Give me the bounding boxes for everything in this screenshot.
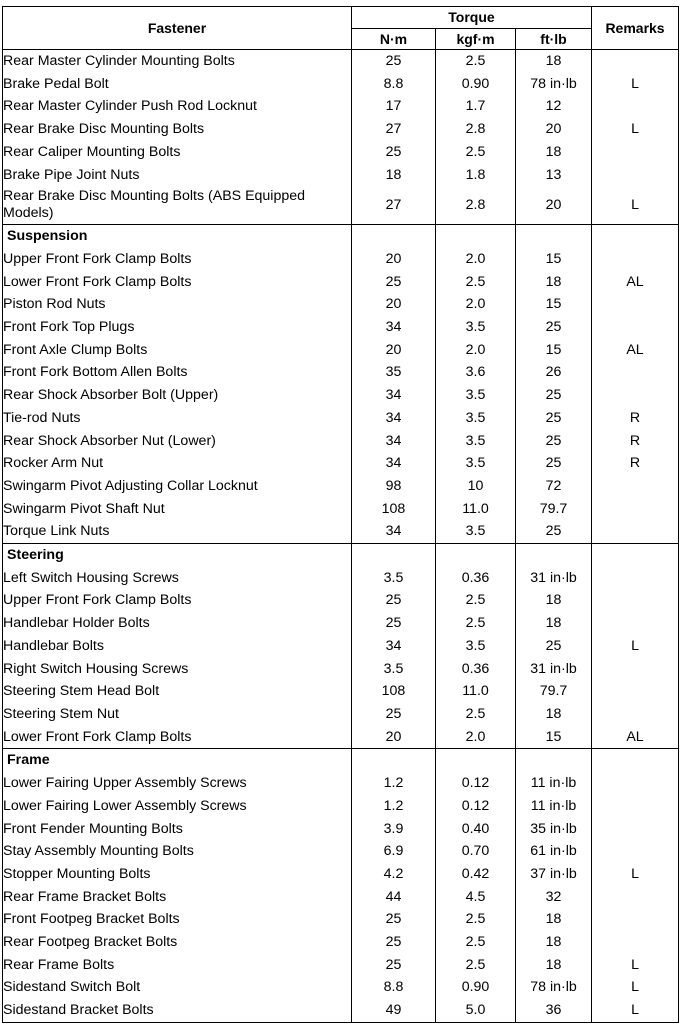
fastener-cell: Lower Fairing Upper Assembly Screws: [3, 772, 352, 795]
remarks-cell: [592, 384, 679, 407]
table-row: [3, 795, 679, 818]
nm-cell: 3.9: [352, 818, 436, 841]
section-title: Suspension: [3, 225, 352, 248]
nm-cell: 25: [352, 954, 436, 977]
nm-cell: 34: [352, 452, 436, 475]
nm-cell: 25: [352, 703, 436, 726]
section-title: Frame: [3, 749, 352, 772]
ftlb-cell: 18: [516, 141, 592, 164]
remarks-cell: R: [592, 430, 679, 453]
ftlb-cell: 11 in·lb: [516, 795, 592, 818]
table-row: [3, 635, 679, 658]
table-row: [3, 430, 679, 453]
nm-cell: 1.2: [352, 795, 436, 818]
fastener-cell: Sidestand Switch Bolt: [3, 976, 352, 999]
remarks-cell: [592, 703, 679, 726]
ftlb-cell: 18: [516, 703, 592, 726]
kgfm-cell: 2.0: [436, 726, 516, 749]
ftlb-cell: 79.7: [516, 498, 592, 521]
table-row: [3, 863, 679, 886]
nm-cell: 8.8: [352, 976, 436, 999]
kgfm-cell: 3.5: [436, 430, 516, 453]
kgfm-cell: 0.36: [436, 658, 516, 681]
fastener-cell: Upper Front Fork Clamp Bolts: [3, 589, 352, 612]
fastener-cell: Stay Assembly Mounting Bolts: [3, 840, 352, 863]
ftlb-cell: 20: [516, 118, 592, 141]
ftlb-cell: 15: [516, 339, 592, 362]
ftlb-cell: 25: [516, 520, 592, 543]
fastener-cell: Piston Rod Nuts: [3, 293, 352, 316]
remarks-cell: [592, 589, 679, 612]
kgfm-cell: 0.70: [436, 840, 516, 863]
ftlb-cell: 25: [516, 384, 592, 407]
section-blank-cell: [592, 544, 679, 567]
kgfm-cell: 3.5: [436, 635, 516, 658]
section-blank-cell: [436, 544, 516, 567]
fastener-cell: Front Fork Top Plugs: [3, 316, 352, 339]
ftlb-cell: 61 in·lb: [516, 840, 592, 863]
ftlb-cell: 79.7: [516, 680, 592, 703]
table-row: [3, 976, 679, 999]
table-row: [3, 50, 679, 73]
nm-cell: 27: [352, 186, 436, 225]
remarks-cell: [592, 840, 679, 863]
nm-cell: 44: [352, 886, 436, 909]
table-body: [3, 50, 679, 1023]
kgfm-cell: 2.5: [436, 271, 516, 294]
ftlb-header: ft·lb: [516, 29, 592, 50]
table-row: [3, 339, 679, 362]
fastener-cell: Lower Front Fork Clamp Bolts: [3, 726, 352, 749]
table-row: [3, 612, 679, 635]
fastener-cell: Tie-rod Nuts: [3, 407, 352, 430]
ftlb-cell: 25: [516, 407, 592, 430]
kgfm-cell: 11.0: [436, 498, 516, 521]
table-row: [3, 118, 679, 141]
table-row: [3, 361, 679, 384]
section-row: [3, 544, 679, 567]
kgfm-cell: 3.5: [436, 520, 516, 543]
section-blank-cell: [592, 749, 679, 772]
ftlb-cell: 13: [516, 164, 592, 187]
nm-cell: 18: [352, 164, 436, 187]
nm-cell: 1.2: [352, 772, 436, 795]
table-row: [3, 498, 679, 521]
section-row: [3, 749, 679, 772]
fastener-cell: Lower Front Fork Clamp Bolts: [3, 271, 352, 294]
remarks-cell: [592, 361, 679, 384]
table-row: [3, 886, 679, 909]
kgfm-cell: 2.5: [436, 589, 516, 612]
remarks-cell: [592, 795, 679, 818]
fastener-cell: Stopper Mounting Bolts: [3, 863, 352, 886]
remarks-cell: [592, 612, 679, 635]
nm-cell: 34: [352, 407, 436, 430]
remarks-cell: [592, 908, 679, 931]
ftlb-cell: 25: [516, 316, 592, 339]
ftlb-cell: 31 in·lb: [516, 567, 592, 590]
table-row: [3, 95, 679, 118]
table-row: [3, 293, 679, 316]
kgfm-cell: 2.5: [436, 703, 516, 726]
fastener-cell: Front Fender Mounting Bolts: [3, 818, 352, 841]
remarks-cell: L: [592, 863, 679, 886]
ftlb-cell: 15: [516, 293, 592, 316]
table-row: [3, 520, 679, 543]
kgfm-cell: 2.0: [436, 339, 516, 362]
table-row: [3, 589, 679, 612]
section-blank-cell: [436, 749, 516, 772]
fastener-cell: Rocker Arm Nut: [3, 452, 352, 475]
section-blank-cell: [352, 225, 436, 248]
table-row: [3, 818, 679, 841]
fastener-cell: Upper Front Fork Clamp Bolts: [3, 248, 352, 271]
kgfm-header: kgf·m: [436, 29, 516, 50]
remarks-header: Remarks: [592, 7, 679, 50]
table-row: [3, 475, 679, 498]
section-blank-cell: [516, 749, 592, 772]
kgfm-cell: 3.5: [436, 316, 516, 339]
ftlb-cell: 15: [516, 726, 592, 749]
ftlb-cell: 18: [516, 612, 592, 635]
section-blank-cell: [516, 225, 592, 248]
nm-cell: 108: [352, 680, 436, 703]
fastener-cell: Front Footpeg Bracket Bolts: [3, 908, 352, 931]
remarks-cell: [592, 248, 679, 271]
nm-cell: 25: [352, 612, 436, 635]
kgfm-cell: 3.5: [436, 384, 516, 407]
section-title: Steering: [3, 544, 352, 567]
table-row: [3, 567, 679, 590]
nm-cell: 34: [352, 520, 436, 543]
remarks-cell: [592, 520, 679, 543]
fastener-cell: Rear Footpeg Bracket Bolts: [3, 931, 352, 954]
kgfm-cell: 3.5: [436, 452, 516, 475]
kgfm-cell: 2.0: [436, 293, 516, 316]
kgfm-cell: 1.7: [436, 95, 516, 118]
ftlb-cell: 25: [516, 430, 592, 453]
fastener-cell: Steering Stem Head Bolt: [3, 680, 352, 703]
fastener-cell: Rear Brake Disc Mounting Bolts (ABS Equipped Models): [3, 186, 352, 225]
remarks-cell: [592, 567, 679, 590]
remarks-cell: [592, 772, 679, 795]
table-row: [3, 452, 679, 475]
ftlb-cell: 35 in·lb: [516, 818, 592, 841]
kgfm-cell: 2.5: [436, 954, 516, 977]
kgfm-cell: 2.5: [436, 612, 516, 635]
nm-cell: 25: [352, 589, 436, 612]
ftlb-cell: 78 in·lb: [516, 73, 592, 96]
nm-cell: 20: [352, 248, 436, 271]
remarks-cell: [592, 50, 679, 73]
table-row: [3, 186, 679, 225]
fastener-cell: Right Switch Housing Screws: [3, 658, 352, 681]
kgfm-cell: 0.42: [436, 863, 516, 886]
fastener-cell: Swingarm Pivot Shaft Nut: [3, 498, 352, 521]
remarks-cell: AL: [592, 726, 679, 749]
remarks-cell: L: [592, 635, 679, 658]
table-row: [3, 680, 679, 703]
table-row: [3, 141, 679, 164]
table-row: [3, 658, 679, 681]
nm-cell: 20: [352, 726, 436, 749]
ftlb-cell: 37 in·lb: [516, 863, 592, 886]
remarks-cell: [592, 141, 679, 164]
nm-cell: 3.5: [352, 567, 436, 590]
nm-cell: 49: [352, 999, 436, 1022]
remarks-cell: [592, 818, 679, 841]
kgfm-cell: 0.90: [436, 976, 516, 999]
remarks-cell: L: [592, 999, 679, 1022]
fastener-cell: Rear Shock Absorber Bolt (Upper): [3, 384, 352, 407]
nm-cell: 25: [352, 271, 436, 294]
nm-cell: 27: [352, 118, 436, 141]
nm-cell: 25: [352, 931, 436, 954]
remarks-cell: L: [592, 186, 679, 225]
nm-cell: 25: [352, 908, 436, 931]
ftlb-cell: 25: [516, 452, 592, 475]
remarks-cell: R: [592, 407, 679, 430]
fastener-cell: Rear Frame Bracket Bolts: [3, 886, 352, 909]
fastener-cell: Handlebar Bolts: [3, 635, 352, 658]
ftlb-cell: 11 in·lb: [516, 772, 592, 795]
ftlb-cell: 18: [516, 271, 592, 294]
nm-cell: 34: [352, 430, 436, 453]
fastener-cell: Left Switch Housing Screws: [3, 567, 352, 590]
fastener-cell: Rear Frame Bolts: [3, 954, 352, 977]
torque-table: [2, 6, 679, 1023]
ftlb-cell: 32: [516, 886, 592, 909]
nm-cell: 25: [352, 141, 436, 164]
nm-cell: 34: [352, 316, 436, 339]
table-row: [3, 772, 679, 795]
nm-cell: 98: [352, 475, 436, 498]
ftlb-cell: 25: [516, 635, 592, 658]
kgfm-cell: 3.6: [436, 361, 516, 384]
table-row: [3, 726, 679, 749]
ftlb-cell: 18: [516, 908, 592, 931]
fastener-cell: Brake Pipe Joint Nuts: [3, 164, 352, 187]
nm-cell: 4.2: [352, 863, 436, 886]
fastener-cell: Rear Master Cylinder Mounting Bolts: [3, 50, 352, 73]
nm-cell: 20: [352, 339, 436, 362]
nm-cell: 20: [352, 293, 436, 316]
remarks-cell: [592, 658, 679, 681]
fastener-cell: Rear Master Cylinder Push Rod Locknut: [3, 95, 352, 118]
remarks-cell: [592, 164, 679, 187]
kgfm-cell: 2.5: [436, 50, 516, 73]
fastener-header: Fastener: [3, 7, 352, 50]
remarks-cell: [592, 886, 679, 909]
ftlb-cell: 12: [516, 95, 592, 118]
table-row: [3, 164, 679, 187]
nm-cell: 17: [352, 95, 436, 118]
remarks-cell: [592, 475, 679, 498]
fastener-cell: Lower Fairing Lower Assembly Screws: [3, 795, 352, 818]
fastener-cell: Sidestand Bracket Bolts: [3, 999, 352, 1022]
remarks-cell: L: [592, 73, 679, 96]
table-row: [3, 931, 679, 954]
kgfm-cell: 0.12: [436, 795, 516, 818]
remarks-cell: AL: [592, 339, 679, 362]
kgfm-cell: 2.8: [436, 118, 516, 141]
nm-header: N·m: [352, 29, 436, 50]
section-blank-cell: [516, 544, 592, 567]
kgfm-cell: 11.0: [436, 680, 516, 703]
nm-cell: 34: [352, 384, 436, 407]
table-row: [3, 248, 679, 271]
kgfm-cell: 3.5: [436, 407, 516, 430]
kgfm-cell: 0.12: [436, 772, 516, 795]
fastener-cell: Swingarm Pivot Adjusting Collar Locknut: [3, 475, 352, 498]
kgfm-cell: 0.36: [436, 567, 516, 590]
fastener-cell: Torque Link Nuts: [3, 520, 352, 543]
kgfm-cell: 2.8: [436, 186, 516, 225]
ftlb-cell: 36: [516, 999, 592, 1022]
nm-cell: 34: [352, 635, 436, 658]
kgfm-cell: 4.5: [436, 886, 516, 909]
kgfm-cell: 2.5: [436, 141, 516, 164]
kgfm-cell: 0.90: [436, 73, 516, 96]
section-row: [3, 225, 679, 248]
nm-cell: 8.8: [352, 73, 436, 96]
table-row: [3, 384, 679, 407]
ftlb-cell: 26: [516, 361, 592, 384]
fastener-cell: Handlebar Holder Bolts: [3, 612, 352, 635]
ftlb-cell: 31 in·lb: [516, 658, 592, 681]
kgfm-cell: 2.5: [436, 908, 516, 931]
ftlb-cell: 15: [516, 248, 592, 271]
table-row: [3, 407, 679, 430]
remarks-cell: [592, 316, 679, 339]
fastener-cell: Front Axle Clump Bolts: [3, 339, 352, 362]
nm-cell: 35: [352, 361, 436, 384]
remarks-cell: AL: [592, 271, 679, 294]
table-header: [3, 7, 679, 50]
section-blank-cell: [352, 544, 436, 567]
fastener-cell: Front Fork Bottom Allen Bolts: [3, 361, 352, 384]
ftlb-cell: 20: [516, 186, 592, 225]
kgfm-cell: 5.0: [436, 999, 516, 1022]
remarks-cell: [592, 293, 679, 316]
table-row: [3, 999, 679, 1022]
ftlb-cell: 18: [516, 589, 592, 612]
table-row: [3, 703, 679, 726]
remarks-cell: L: [592, 118, 679, 141]
table-row: [3, 954, 679, 977]
remarks-cell: R: [592, 452, 679, 475]
ftlb-cell: 18: [516, 954, 592, 977]
ftlb-cell: 18: [516, 931, 592, 954]
section-blank-cell: [592, 225, 679, 248]
fastener-cell: Brake Pedal Bolt: [3, 73, 352, 96]
nm-cell: 6.9: [352, 840, 436, 863]
fastener-cell: Steering Stem Nut: [3, 703, 352, 726]
table-row: [3, 73, 679, 96]
table-row: [3, 271, 679, 294]
remarks-cell: L: [592, 976, 679, 999]
remarks-cell: L: [592, 954, 679, 977]
ftlb-cell: 18: [516, 50, 592, 73]
nm-cell: 3.5: [352, 658, 436, 681]
kgfm-cell: 0.40: [436, 818, 516, 841]
table-row: [3, 908, 679, 931]
remarks-cell: [592, 498, 679, 521]
fastener-cell: Rear Caliper Mounting Bolts: [3, 141, 352, 164]
ftlb-cell: 72: [516, 475, 592, 498]
remarks-cell: [592, 95, 679, 118]
nm-cell: 25: [352, 50, 436, 73]
remarks-cell: [592, 931, 679, 954]
section-blank-cell: [436, 225, 516, 248]
remarks-cell: [592, 680, 679, 703]
kgfm-cell: 10: [436, 475, 516, 498]
table-row: [3, 840, 679, 863]
kgfm-cell: 1.8: [436, 164, 516, 187]
kgfm-cell: 2.0: [436, 248, 516, 271]
ftlb-cell: 78 in·lb: [516, 976, 592, 999]
table-row: [3, 316, 679, 339]
section-blank-cell: [352, 749, 436, 772]
fastener-cell: Rear Brake Disc Mounting Bolts: [3, 118, 352, 141]
fastener-cell: Rear Shock Absorber Nut (Lower): [3, 430, 352, 453]
nm-cell: 108: [352, 498, 436, 521]
kgfm-cell: 2.5: [436, 931, 516, 954]
torque-header: Torque: [352, 7, 592, 29]
